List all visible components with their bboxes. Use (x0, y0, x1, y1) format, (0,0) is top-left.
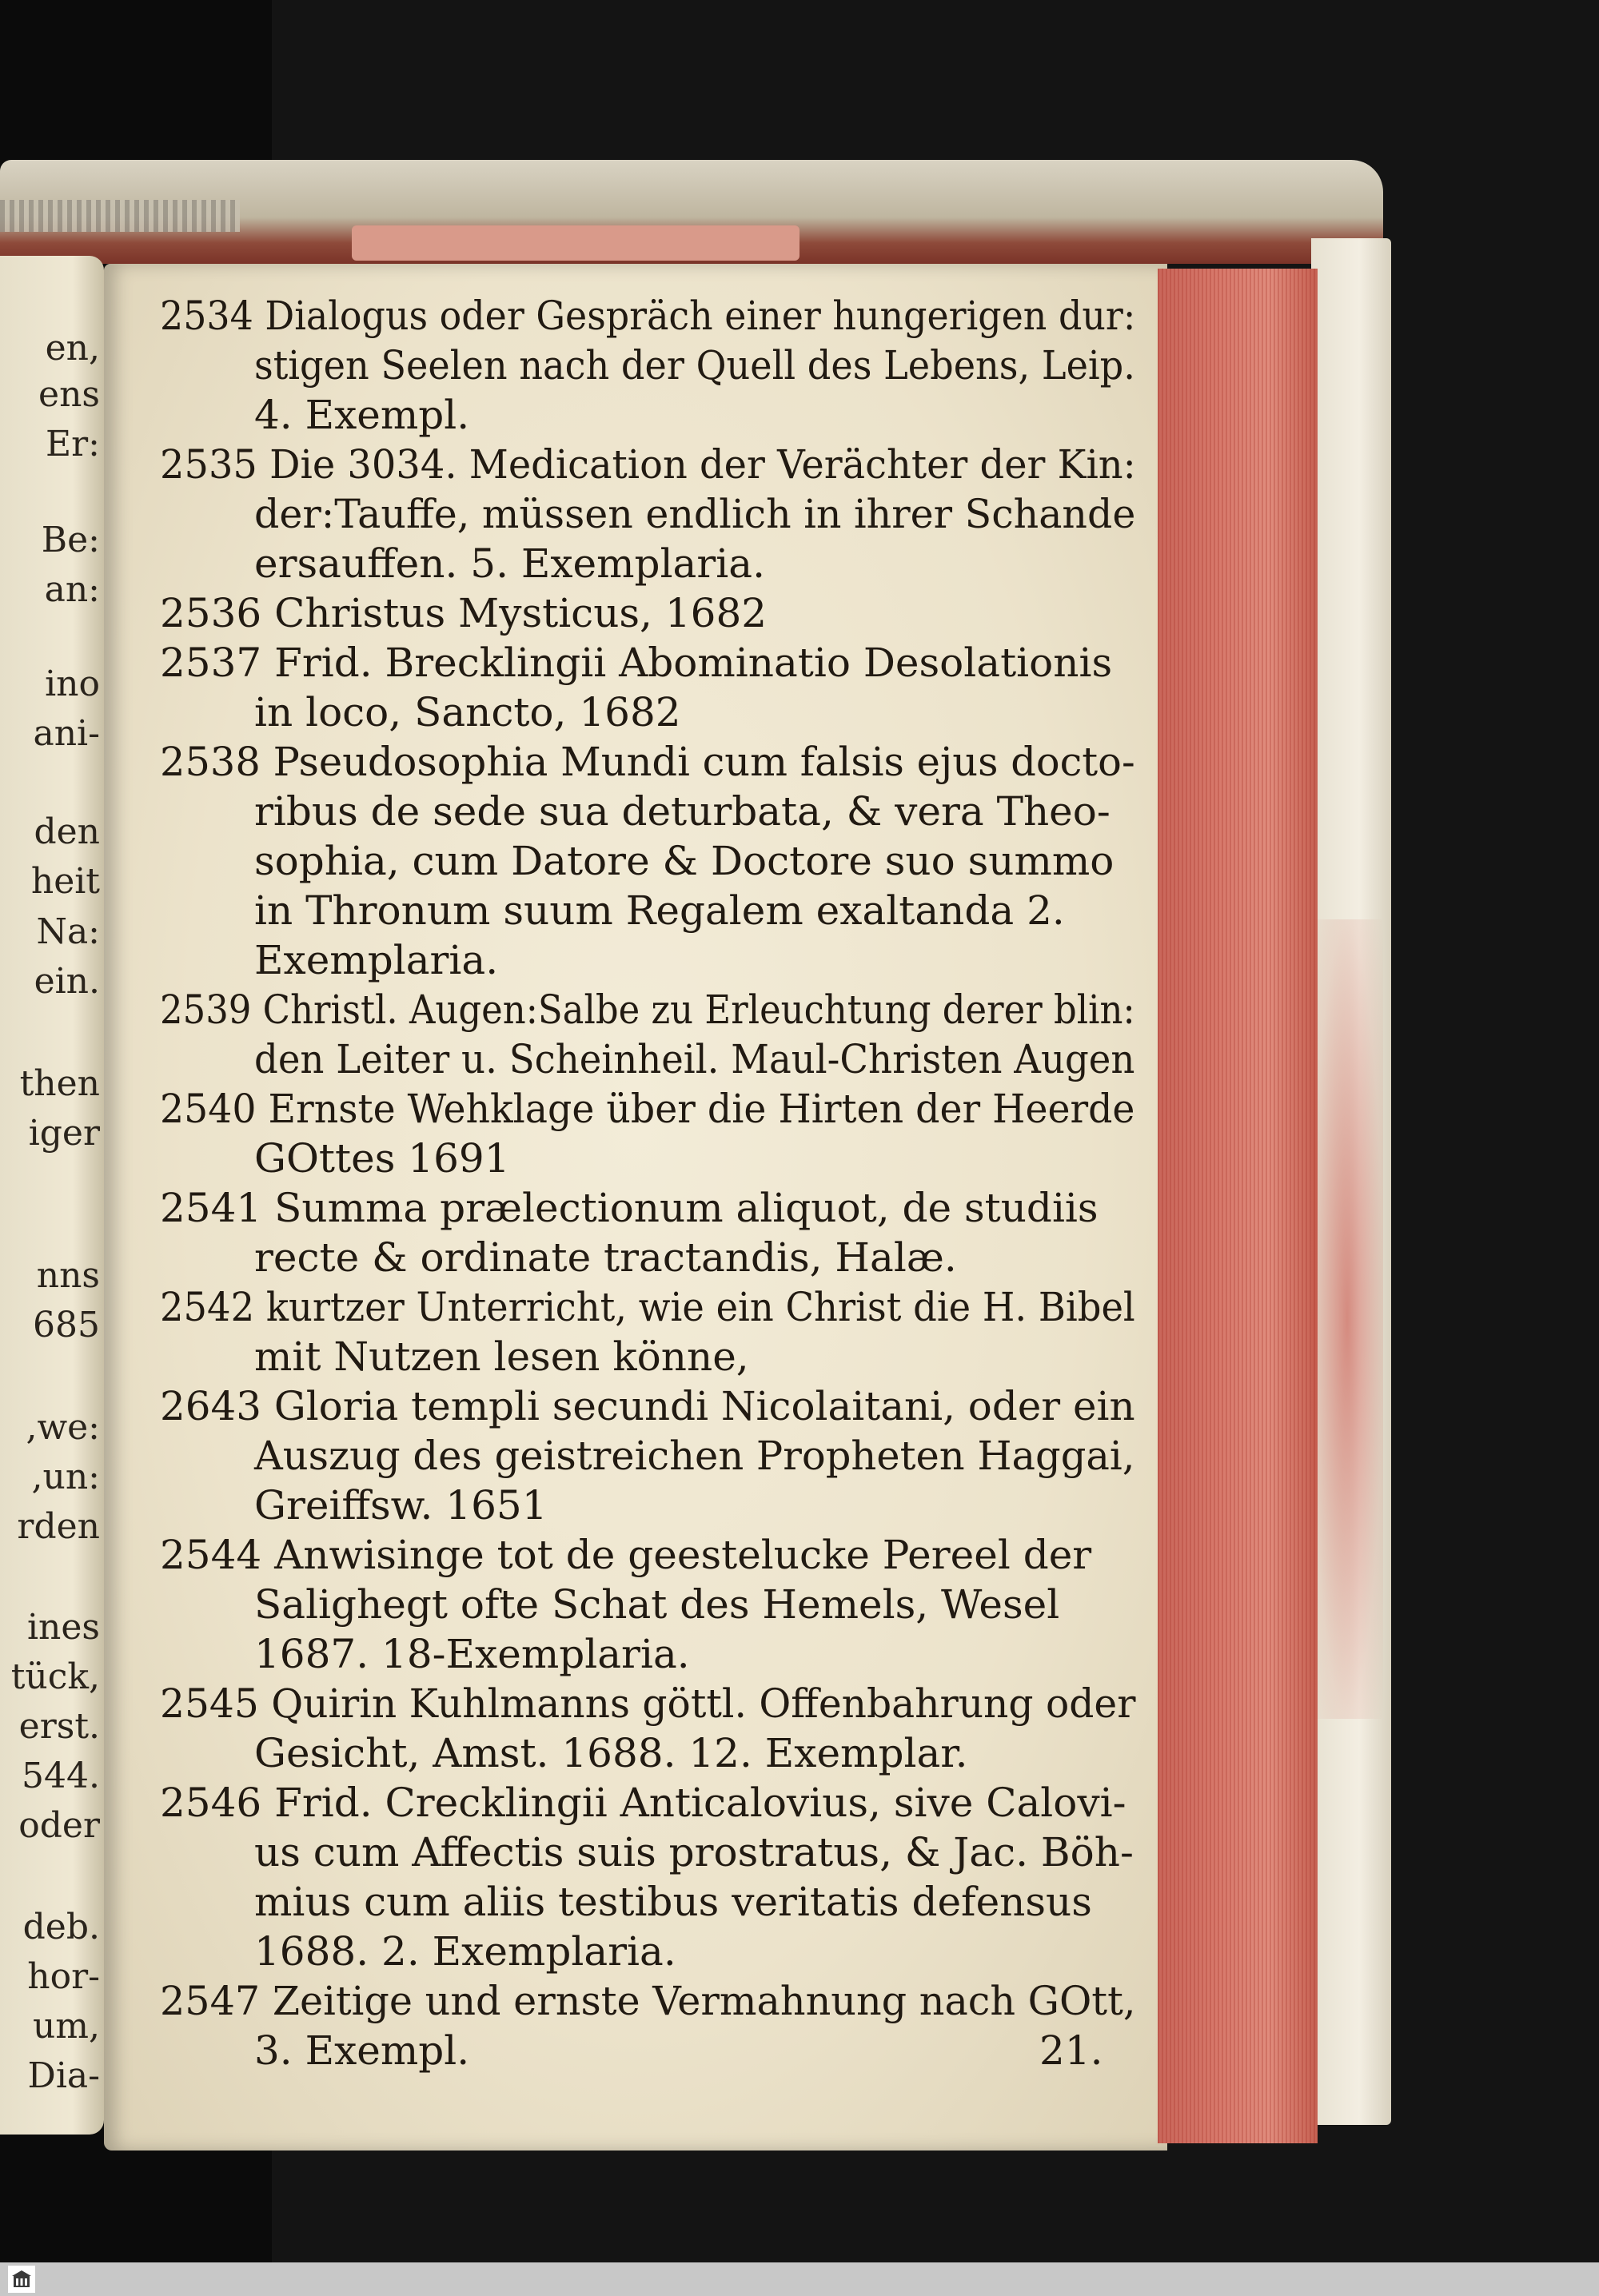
entry-line: 2545 Quirin Kuhlmanns göttl. Offenbahrung oder (160, 1680, 1136, 1727)
entry-line: 2547 Zeitige und ernste Vermahnung nach GOtt, (160, 1978, 1136, 2024)
left-page-fragment: Dia- (27, 2055, 100, 2096)
entry-line: in Thronum suum Regalem exaltanda 2. (254, 887, 1065, 934)
left-page-fragment: ens (38, 374, 100, 415)
left-page-fragment: then (19, 1063, 100, 1104)
left-page-fragment: hor- (27, 1956, 100, 1997)
entry-line: 2542 kurtzer Unterricht, wie ein Christ die H. Bibel (160, 1284, 1135, 1330)
entry-line: der:Tauffe, müssen endlich in ihrer Schande (254, 491, 1136, 537)
entry-line: Salighegt ofte Schat des Hemels, Wesel (254, 1581, 1060, 1628)
left-page-fragment: 685 (33, 1305, 100, 1345)
entry-line: sophia, cum Datore & Doctore suo summo (254, 838, 1115, 884)
left-page-fragment: heit (30, 861, 100, 902)
entry-line: ersauffen. 5. Exemplaria. (254, 540, 765, 587)
left-page-fragment: Er: (46, 424, 100, 464)
entry-line: GOttes 1691 (254, 1135, 510, 1182)
left-page-fragment: Be: (41, 520, 100, 560)
left-page-fragment: tück, (10, 1656, 100, 1697)
left-page-fragment: deb. (22, 1907, 100, 1947)
entry-line: 2537 Frid. Brecklingii Abominatio Desolationis (160, 640, 1113, 686)
left-page-fragment: iger (28, 1113, 100, 1154)
entry-line: 2546 Frid. Crecklingii Anticalovius, sive Calovi- (160, 1780, 1126, 1826)
entry-line: us cum Affectis suis prostratus, & Jac. Böh- (254, 1829, 1134, 1875)
cover-edge (352, 225, 800, 261)
entry-line: den Leiter u. Scheinheil. Maul-Christen Augen (254, 1036, 1135, 1082)
entry-line: recte & ordinate tractandis, Halæ. (254, 1234, 957, 1281)
left-page-fragment: en, (45, 328, 100, 369)
left-page-fragment: Na: (36, 911, 100, 952)
entry-line: 3. Exempl. (254, 2027, 470, 2074)
left-page-fragment: ,un: (31, 1457, 100, 1497)
entry-line: 2643 Gloria templi secundi Nicolaitani, oder ein (160, 1383, 1135, 1429)
entry-line: 2541 Summa prælectionum aliquot, de studiis (160, 1185, 1099, 1231)
left-page-fragment: ino (45, 664, 100, 704)
entry-line: mit Nutzen lesen könne, (254, 1333, 749, 1380)
left-page-fragment: ,we: (26, 1407, 100, 1448)
entry-line: ribus de sede sua deturbata, & vera Theo- (254, 788, 1111, 835)
entry-line: 2536 Christus Mysticus, 1682 (160, 590, 768, 636)
entry-line: 2538 Pseudosophia Mundi cum falsis ejus docto- (160, 739, 1135, 785)
left-page (0, 256, 104, 2135)
entry-line: 1687. 18-Exemplaria. (254, 1631, 690, 1677)
left-page-fragment: ein. (34, 961, 100, 1002)
entry-line: 2544 Anwisinge tot de geestelucke Pereel der (160, 1532, 1092, 1578)
page-number: 21. (1039, 2027, 1103, 2074)
entry-line: Exemplaria. (254, 937, 499, 983)
left-page-fragment: ines (26, 1607, 100, 1648)
left-page-fragment: 544. (22, 1756, 100, 1796)
library-logo-icon (8, 2266, 35, 2293)
entry-line: stigen Seelen nach der Quell des Lebens, Leip. (254, 342, 1135, 389)
left-page-fragment: erst. (18, 1706, 100, 1747)
entry-line: 1688. 2. Exemplaria. (254, 1928, 676, 1975)
viewer-footer-bar (0, 2262, 1599, 2296)
red-page-edges (1158, 269, 1318, 2143)
entry-line: 4. Exempl. (254, 392, 470, 438)
entry-line: in loco, Sancto, 1682 (254, 689, 681, 735)
entry-line: 2535 Die 3034. Medication der Verächter der Kin: (160, 441, 1136, 488)
left-page-fragment: um, (32, 2006, 100, 2047)
entry-line: mius cum aliis testibus veritatis defensus (254, 1879, 1092, 1925)
left-page-fragment: nns (36, 1255, 100, 1296)
entry-line: 2539 Christl. Augen:Salbe zu Erleuchtung derer blin: (160, 987, 1135, 1033)
entry-line: Auszug des geistreichen Propheten Haggai, (254, 1433, 1135, 1479)
entry-line: Gesicht, Amst. 1688. 12. Exemplar. (254, 1730, 968, 1776)
edge-stain (1311, 919, 1383, 1719)
left-page-fragment: an: (44, 569, 100, 610)
entry-line: 2534 Dialogus oder Gespräch einer hungerigen dur: (160, 293, 1136, 339)
left-page-fragment: ani- (33, 713, 100, 754)
left-page-fragment: den (34, 811, 100, 852)
left-page-fragment: rden (17, 1506, 100, 1547)
left-page-fragment: oder (18, 1805, 100, 1846)
spine-headband (0, 200, 240, 232)
entry-line: Greiffsw. 1651 (254, 1482, 548, 1529)
entry-line: 2540 Ernste Wehklage über die Hirten der Heerde (160, 1086, 1135, 1132)
